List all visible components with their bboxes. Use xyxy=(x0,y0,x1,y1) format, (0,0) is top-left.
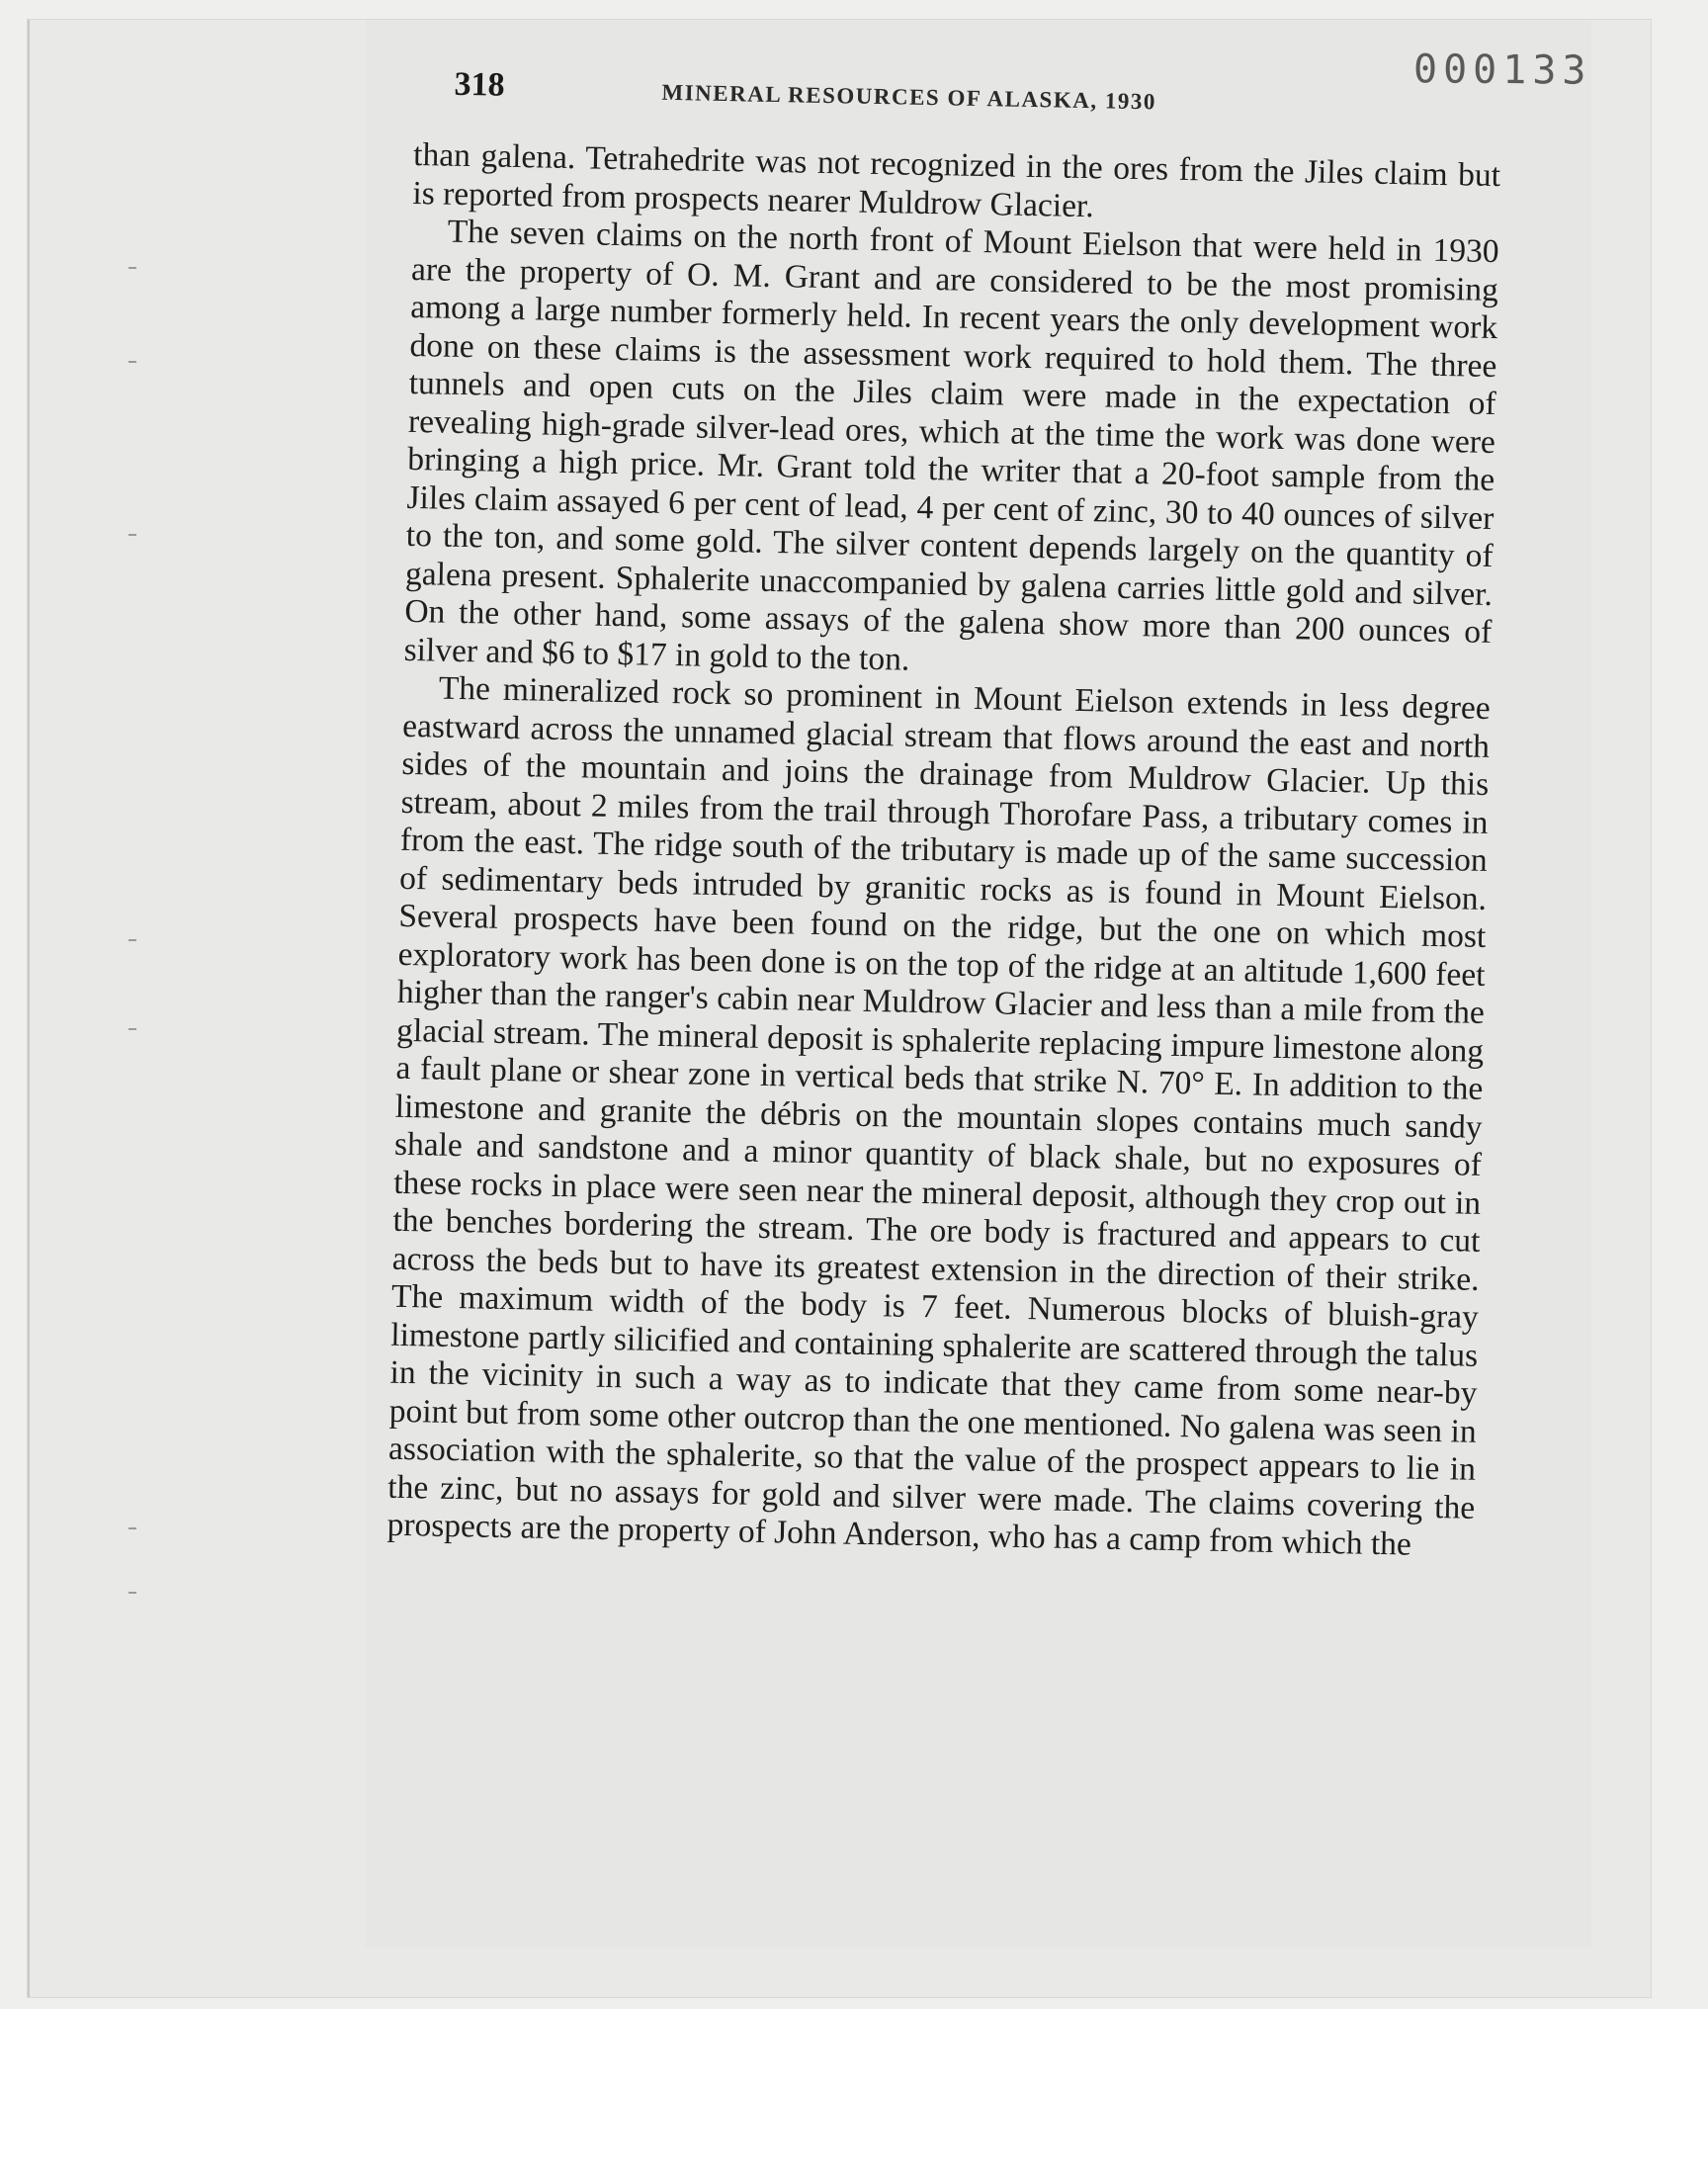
paragraph-grant-claims: The seven claims on the north front of Mount Eielson that were held in 1930 are the property of O. M. Grant and are considered to be the most promising among a large number formerly held. In recent years the only development work done on these claims is the assessment work required to hold them. The three tunnels and open cuts on the Jiles claim were made in the expectation of revealing high-grade silver-lead ores, which at the time the work was done were bringing a high price. Mr. Grant told the writer that a 20-foot sample from the Jiles claim assayed 6 per cent of lead, 4 per cent of zinc, 30 to 40 ounces of silver to the ton, and some gold. The silver content depends largely on the quantity of galena present. Sphalerite unaccompanied by galena carries little gold and silver. On the other hand, some assays of the galena show more than 200 ounces of silver and $6 to $17 in gold to the ton. xyxy=(403,213,1499,678)
paragraph-continued: than galena. Tetrahedrite was not recognized in the ores from the Jiles claim but is reported from prospects nearer Muldrow Glacier. xyxy=(412,135,1501,224)
page-number: 318 xyxy=(454,65,505,104)
running-title: MINERAL RESOURCES OF ALASKA, 1930 xyxy=(661,79,1157,115)
page-content xyxy=(386,65,1502,1565)
paragraph-mineralized-rock: The mineralized rock so prominent in Mount Eielson extends in less degree eastward across the unnamed glacial stream that flows around the east and north sides of the mountain and joins the drainage from Muldrow Glacier. Up this stream, about 2 miles from the trail through Thorofare Pass, a tributary comes in from the east. The ridge south of the tributary is made up of the same succession of sedimentary beds intruded by granitic rocks as is found in Mount Eielson. Several prospects have been found on the ridge, but the one on which most exploratory work has been done is on the top of the ridge at an altitude 1,600 feet higher than the ranger's cabin near Muldrow Glacier and less than a mile from the glacial stream. The mineral deposit is sphalerite replacing impure limestone along a fault plane or shear zone in vertical beds that strike N. 70° E. In addition to the limestone and granite the débris on the mountain slopes contains much sandy shale and sandstone and a minor quantity of black shale, but no exposures of these rocks in place were seen near the mineral deposit, although they crop out in the benches bordering the stream. The ore body is fractured and appears to cut across the beds but to have its greatest extension in the direction of their strike. The maximum width of the body is 7 feet. Numerous blocks of bluish-gray limestone partly silicified and containing sphalerite are scattered through the talus in the vicinity in such a way as to indicate that they came from some near-by point but from some other outcrop than the one mentioned. No galena was seen in association with the sphalerite, so that the value of the prospect appears to lie in the zinc, but no assays for gold and silver were made. The claims covering the prospects are the property of John Anderson, who has a camp from which the xyxy=(386,669,1492,1563)
control-number: 000133 xyxy=(1412,46,1592,94)
